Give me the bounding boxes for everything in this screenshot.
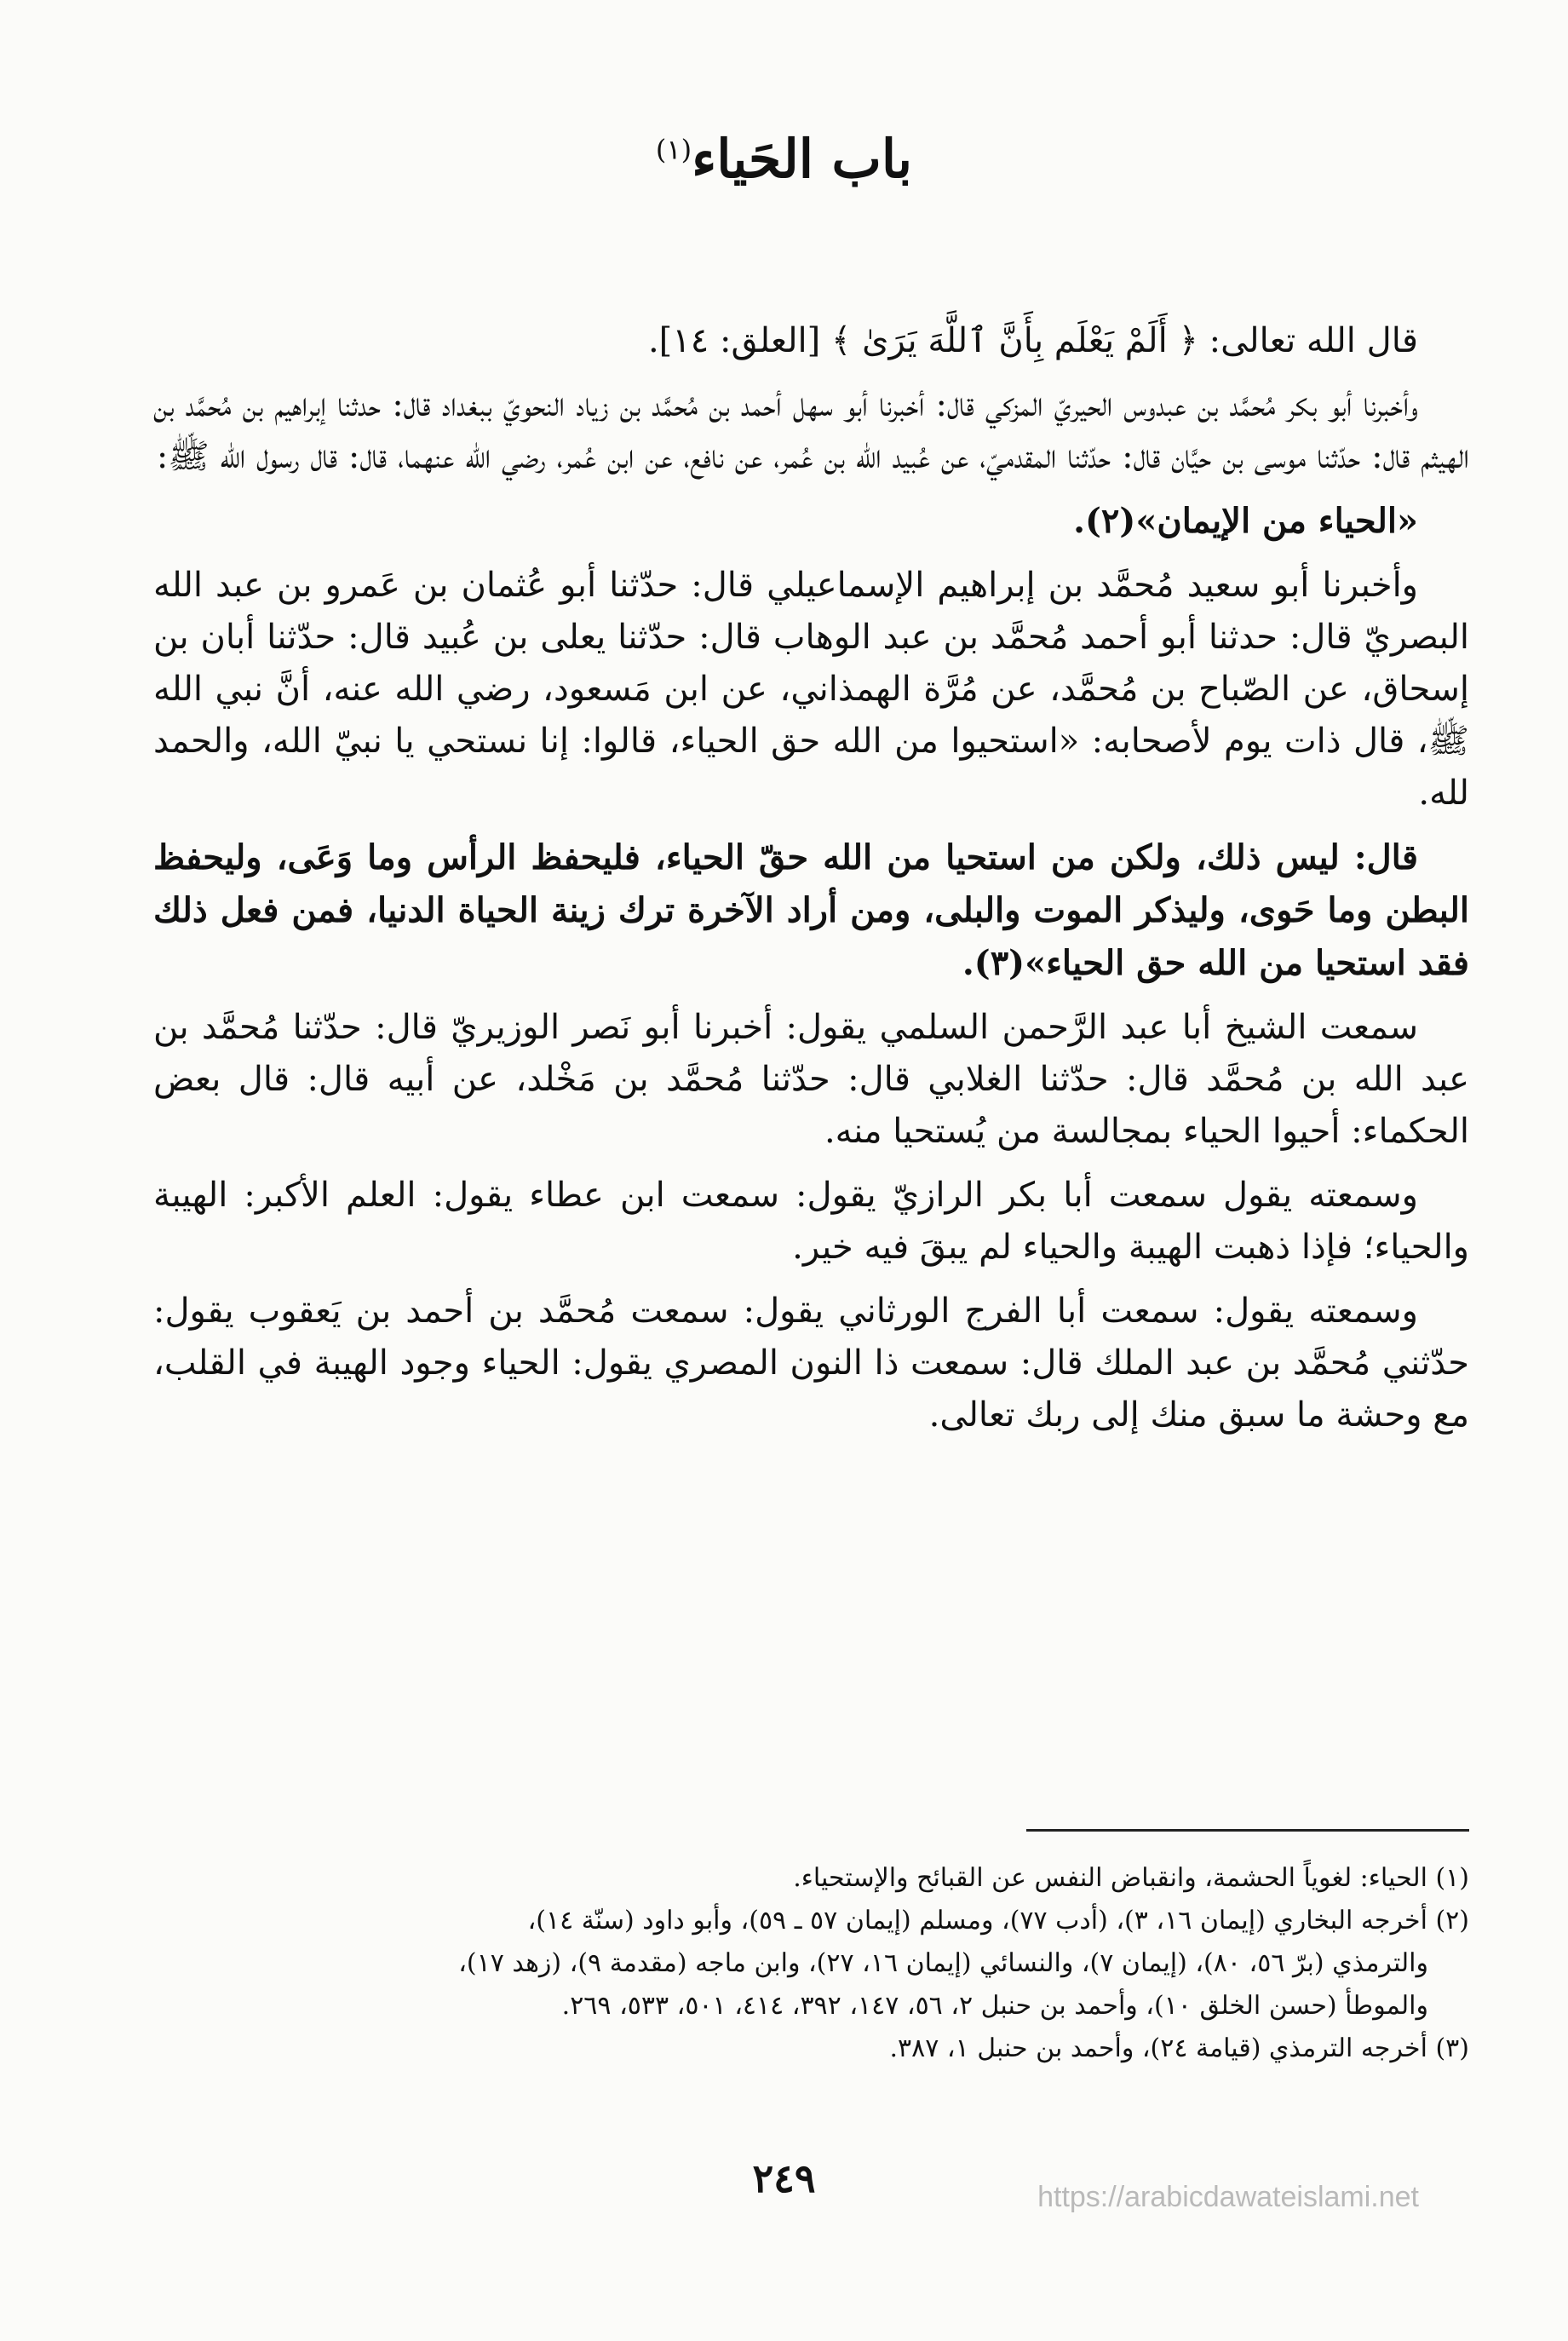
- footnote-separator: [1026, 1829, 1469, 1832]
- footnotes: [153, 1857, 1469, 2070]
- paragraph-hadith-2: قال: ليس ذلك، ولكن من استحيا من الله حقّ الحياء، فليحفظ الرأس وما وَعَى، وليحفظ البطن وما حَوى، وليذكر الموت والبلى، ومن أراد الآخرة ترك زينة الحياة الدنيا، فمن فعل ذلك فقد استحيا من الله حق الحياء»(٣).: [153, 837, 1469, 983]
- footnote-2-cont-2: والموطأ (حسن الخلق ١٠)، وأحمد بن حنبل ٢، ٥٦، ١٤٧، ٣٩٢، ٤١٤، ٥٠١، ٥٣٣، ٢٦٩.: [561, 1991, 1428, 2021]
- paragraph-hadith-1: «الحياء من الإيمان»(٢).: [1073, 501, 1418, 541]
- chapter-title: [0, 128, 1568, 190]
- paragraph-saying-3: وسمعته يقول: سمعت أبا الفرج الورثاني يقول: سمعت مُحمَّد بن أحمد بن يَعقوب يقول: حدّثني مُحمَّد بن عبد الملك قال: سمعت ذا النون المصري يقول: الحياء وجود الهيبة في القلب، مع وحشة ما سبق منك إلى ربك تعالى.: [153, 1291, 1469, 1435]
- footnote-1: (١) الحياء: لغوياً الحشمة، وانقباض النفس عن القبائح والإستحياء.: [793, 1863, 1469, 1893]
- watermark-url: https://arabicdawateislami.net: [1037, 2181, 1419, 2213]
- footnote-2-cont-1: والترمذي (برّ ٥٦، ٨٠)، (إيمان ٧)، والنسائي (إيمان ١٦، ٢٧)، وابن ماجه (مقدمة ٩)، (زهد ١٧)،: [458, 1948, 1428, 1978]
- page-number: ٢٤٩: [752, 2155, 816, 2201]
- paragraph-saying-1: سمعت الشيخ أبا عبد الرَّحمن السلمي يقول: أخبرنا أبو نَصر الوزيريّ قال: حدّثنا مُحمَّد بن عبد الله بن مُحمَّد قال: حدّثنا الغلابي قال: حدّثنا مُحمَّد بن مَخْلد، عن أبيه قال: قال بعض الحكماء: أحيوا الحياء بمجالسة من يُستحيا منه.: [153, 1008, 1469, 1151]
- paragraph-isnad-1: وأخبرنا أبو بكر مُحمَّد بن عبدوس الحيريّ المزكي قال: أخبرنا أبو سهل أحمد بن مُحمَّد بن زياد النحويّ ببغداد قال: حدثنا إبراهيم بن مُحمَّد بن الهيثم قال: حدّثنا موسى بن حيَّان قال: حدّثنا المقدميّ، عن عُبيد الله بن عُمر، عن نافع، عن ابن عُمر، رضي الله عنهما، قال: قال رسول الله ﷺ:: [153, 385, 1469, 476]
- footnote-ref-1: (١): [655, 133, 692, 166]
- main-text: [153, 315, 1469, 1453]
- footnote-2: (٢) أخرجه البخاري (إيمان ١٦، ٣)، (أدب ٧٧)، ومسلم (إيمان ٥٧ ـ ٥٩)، وأبو داود (سنّة ١٤)،: [527, 1906, 1469, 1935]
- paragraph-isnad-2: وأخبرنا أبو سعيد مُحمَّد بن إبراهيم الإسماعيلي قال: حدّثنا أبو عُثمان بن عَمرو بن عبد الله البصريّ قال: حدثنا أبو أحمد مُحمَّد بن عبد الوهاب قال: حدّثنا يعلى بن عُبيد قال: حدّثنا أبان بن إسحاق، عن الصّباح بن مُحمَّد، عن مُرَّة الهمذاني، عن ابن مَسعود، رضي الله عنه، أنَّ نبي الله ﷺ، قال ذات يوم لأصحابه: «استحيوا من الله حق الحياء، قالوا: إنا نستحي يا نبيّ الله، والحمد لله.: [153, 566, 1469, 813]
- chapter-title-text: باب الحَياء: [692, 128, 913, 190]
- footnote-3: (٣) أخرجه الترمذي (قيامة ٢٤)، وأحمد بن حنبل ١، ٣٨٧.: [889, 2033, 1469, 2063]
- paragraph-saying-2: وسمعته يقول سمعت أبا بكر الرازيّ يقول: سمعت ابن عطاء يقول: العلم الأكبر: الهيبة والحياء؛ فإذا ذهبت الهيبة والحياء لم يبقَ فيه خير.: [153, 1176, 1469, 1267]
- paragraph-verse: قال الله تعالى: ﴿ أَلَمْ يَعْلَم بِأَنَّ ٱللَّهَ يَرَىٰ ﴾ [العلق: ١٤].: [647, 321, 1418, 360]
